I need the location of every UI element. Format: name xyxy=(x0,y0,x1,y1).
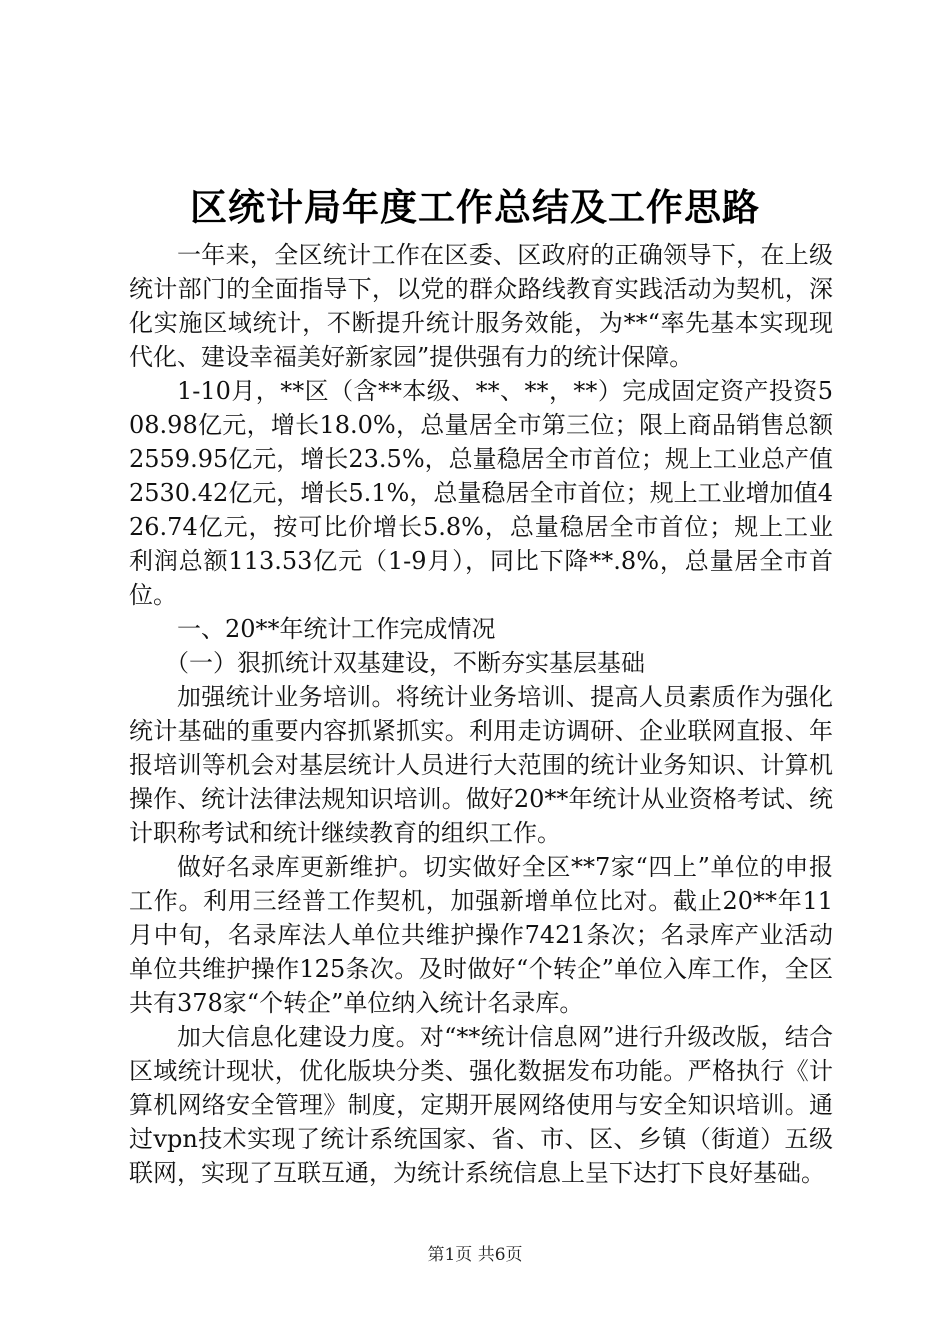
training-paragraph: 加强统计业务培训。将统计业务培训、提高人员素质作为强化统计基础的重要内容抓紧抓实。利用走访调研、企业联网直报、年报培训等机会对基层统计人员进行大范围的统计业务知识、计算机操作、统计法律法规知识培训。做好20**年统计从业资格考试、统计职称考试和统计继续教育的组织工作。 xyxy=(129,683,833,847)
document-body xyxy=(129,238,833,1190)
statistics-paragraph: 1-10月，**区（含**本级、**、**，**）完成固定资产投资508.98亿元，增长18.0%，总量居全市第三位；限上商品销售总额2559.95亿元，增长23.5%，总量稳居全市首位；规上工业总产值2530.42亿元，增长5.1%，总量稳居全市首位；规上工业增加值426.74亿元，按可比价增长5.8%，总量稳居全市首位；规上工业利润总额113.53亿元（1-9月），同比下降**.8%，总量居全市首位。 xyxy=(129,377,833,609)
page-footer: 第1页 共6页 xyxy=(427,1245,523,1265)
subsection-heading: （一）狠抓统计双基建设，不断夯实基层基础 xyxy=(165,649,645,677)
document-title: 区统计局年度工作总结及工作思路 xyxy=(190,185,760,229)
registry-paragraph: 做好名录库更新维护。切实做好全区**7家“四上”单位的申报工作。利用三经普工作契机，加强新增单位比对。截止20**年11月中旬，名录库法人单位共维护操作7421条次；名录库产业活动单位共维护操作125条次。及时做好“个转企”单位入库工作，全区共有378家“个转企”单位纳入统计名录库。 xyxy=(129,853,833,1017)
section-heading: 一、20**年统计工作完成情况 xyxy=(177,615,496,643)
informatization-paragraph: 加大信息化建设力度。对“**统计信息网”进行升级改版，结合区域统计现状，优化版块分类、强化数据发布功能。严格执行《计算机网络安全管理》制度，定期开展网络使用与安全知识培训。通过vpn技术实现了统计系统国家、省、市、区、乡镇（街道）五级联网，实现了互联互通，为统计系统信息上呈下达打下良好基础。 xyxy=(129,1023,833,1187)
intro-paragraph: 一年来，全区统计工作在区委、区政府的正确领导下，在上级统计部门的全面指导下，以党的群众路线教育实践活动为契机，深化实施区域统计，不断提升统计服务效能，为**“率先基本实现现代化、建设幸福美好新家园”提供强有力的统计保障。 xyxy=(129,241,833,371)
